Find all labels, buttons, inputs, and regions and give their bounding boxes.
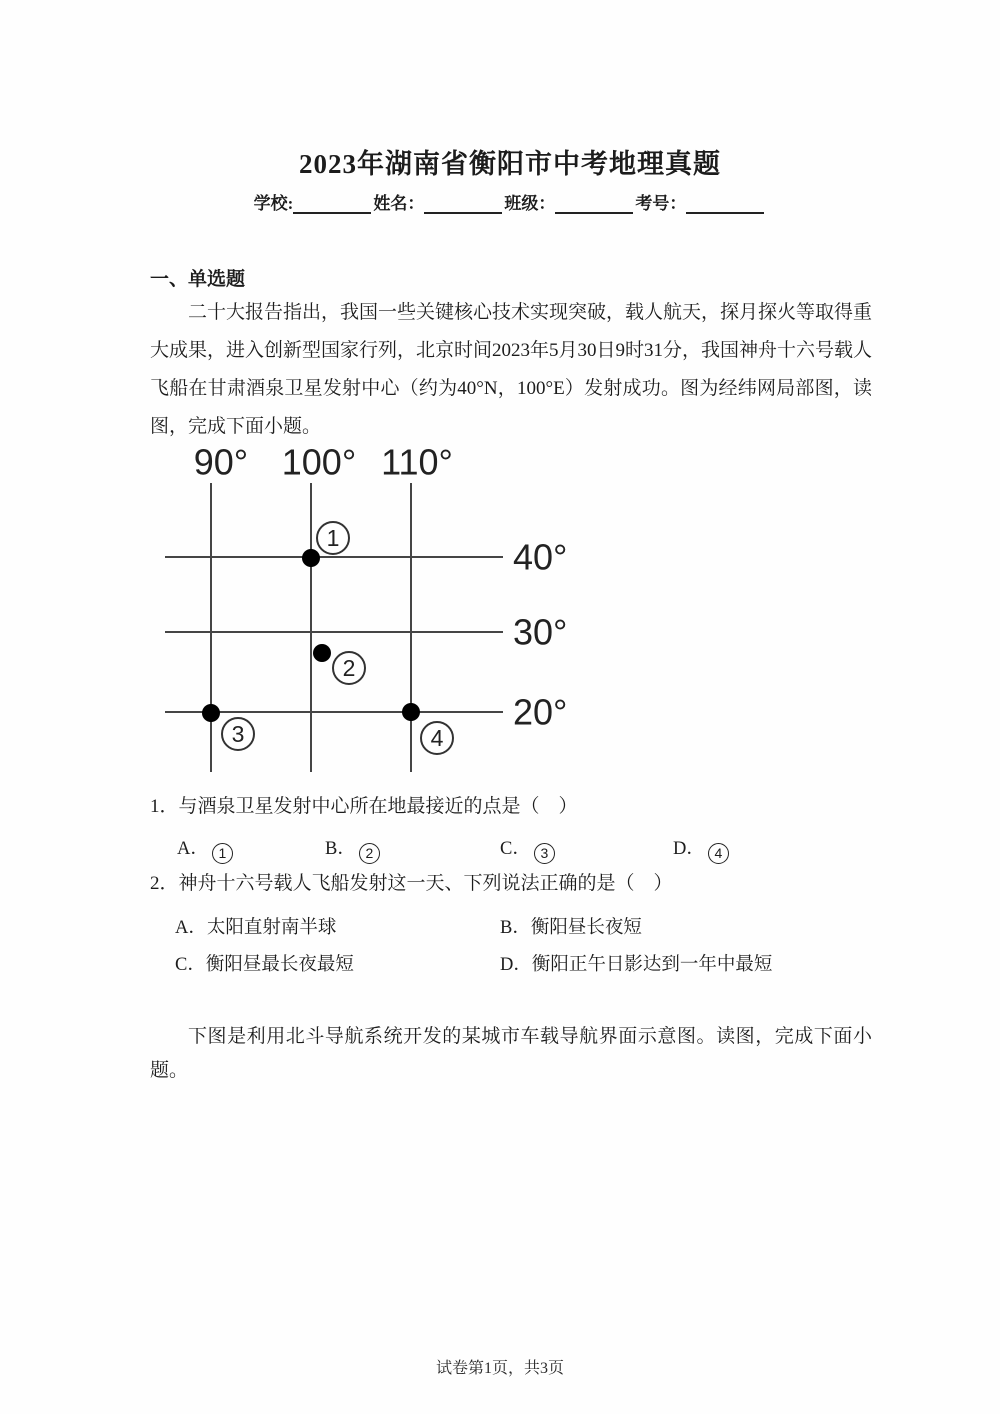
q2-option-a: A．太阳直射南半球	[175, 918, 337, 938]
q2-option-b: B．衡阳昼长夜短	[500, 918, 642, 938]
class-label: 班级：	[504, 194, 556, 213]
name-blank	[424, 192, 502, 214]
section-heading: 一、单选题	[150, 269, 246, 290]
q1-option-c-letter: C．	[500, 839, 531, 859]
q1-option-b-letter: B．	[325, 839, 356, 859]
school-blank	[293, 192, 371, 214]
point-number-text: 4	[430, 725, 444, 751]
intro-paragraph: 二十大报告指出，我国一些关键核心技术实现突破，载人航天，探月探火等取得重大成果，进入创新型国家行列，北京时间2023年5月30日9时31分，我国神舟十六号载人飞船在甘肃酒泉卫星发射中心（约为40°N，100°E）发射成功。图为经纬网局部图，读图，完成下面小题。	[150, 302, 873, 437]
exam-number-field	[635, 189, 766, 214]
q1-option-a-letter: A．	[177, 839, 209, 859]
q2-option-c: C．衡阳昼最长夜最短	[175, 955, 354, 975]
student-info-line	[150, 189, 870, 214]
page-title: 2023年湖南省衡阳市中考地理真题	[299, 149, 721, 179]
point-number-text: 1	[326, 525, 340, 551]
latitude-label: 30°	[513, 611, 568, 653]
location-dot	[402, 703, 420, 721]
question-1: 1．与酒泉卫星发射中心所在地最接近的点是（ ）	[150, 796, 578, 817]
circled-2-icon: 2	[359, 843, 380, 864]
location-dot	[313, 644, 331, 662]
question-2: 2．神舟十六号载人飞船发射这一天、下列说法正确的是（ ）	[150, 873, 673, 894]
longitude-label: 90°	[193, 441, 249, 483]
lat-lon-grid-svg	[150, 436, 580, 788]
name-label: 姓名：	[373, 194, 425, 213]
q1-option-d	[673, 834, 729, 864]
page-footer: 试卷第1页，共3页	[435, 1360, 564, 1377]
latitude-label: 20°	[513, 691, 568, 733]
class-blank	[555, 192, 633, 214]
q1-option-d-letter: D．	[673, 839, 705, 859]
class-field	[504, 189, 635, 214]
name-field	[373, 189, 504, 214]
school-field	[254, 189, 374, 214]
location-dot	[302, 549, 320, 567]
circled-4-icon: 4	[708, 843, 729, 864]
point-number-text: 3	[231, 721, 245, 747]
longitude-label: 100°	[281, 441, 357, 483]
q1-option-a	[177, 834, 233, 864]
circled-1-icon: 1	[212, 843, 233, 864]
circled-3-icon: 3	[534, 843, 555, 864]
q2-option-d: D．衡阳正午日影达到一年中最短	[500, 955, 773, 975]
school-label: 学校:	[253, 194, 294, 213]
q1-option-c	[500, 834, 555, 864]
lat-lon-figure	[150, 436, 580, 788]
point-number-text: 2	[342, 655, 356, 681]
exam-number-blank	[686, 192, 764, 214]
q1-option-b	[325, 834, 380, 864]
latitude-label: 40°	[513, 536, 568, 578]
location-dot	[202, 704, 220, 722]
longitude-label: 110°	[381, 441, 453, 483]
transition-paragraph: 下图是利用北斗导航系统开发的某城市车载导航界面示意图。读图，完成下面小题。	[150, 1026, 872, 1081]
exam-number-label: 考号：	[635, 194, 687, 213]
